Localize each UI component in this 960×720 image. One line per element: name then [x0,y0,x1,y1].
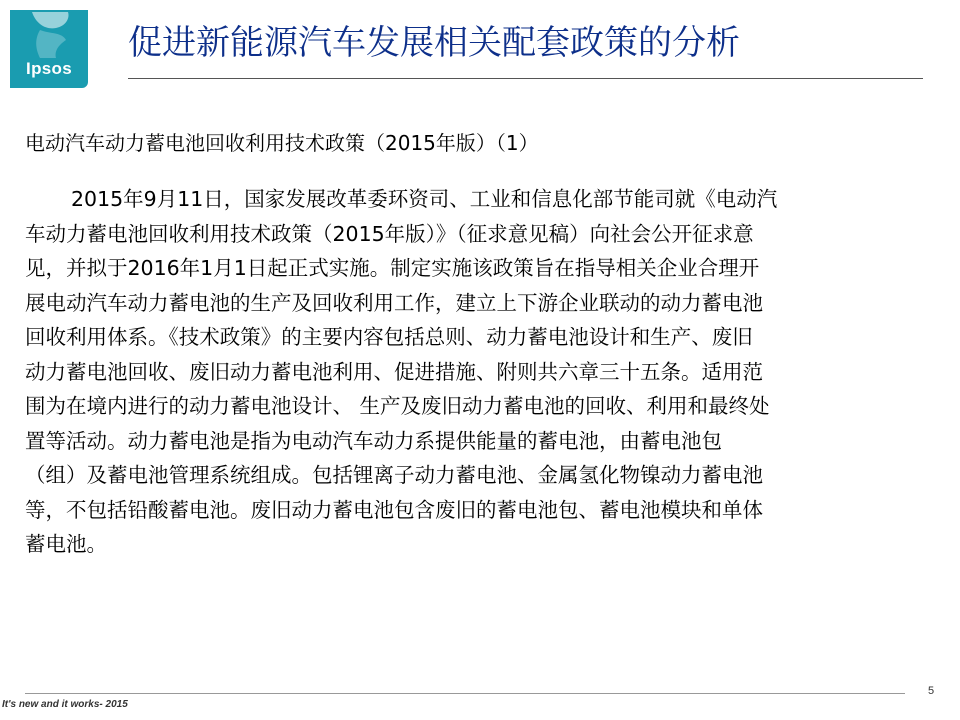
title-divider [128,78,923,79]
logo-text: Ipsos [26,59,72,78]
body-line: 置等活动。动力蓄电池是指为电动汽车动力系提供能量的蓄电池，由蓄电池包 [25,428,722,453]
body-line: 围为在境内进行的动力蓄电池设计、 生产及废旧动力蓄电池的回收、利用和最终处 [25,394,770,418]
body-line: 展电动汽车动力蓄电池的生产及回收利用工作，建立上下游企业联动的动力蓄电池 [25,290,763,315]
section-heading: 电动汽车动力蓄电池回收利用技术政策（2015年版）（1） [25,131,539,155]
body-line: 等，不包括铅酸蓄电池。废旧动力蓄电池包含废旧的蓄电池包、蓄电池模块和单体 [25,497,763,522]
page-title: 促进新能源汽车发展相关配套政策的分析 [128,23,740,63]
body-line: 2015年9月11日，国家发展改革委环资司、工业和信息化部节能司就《电动汽 [71,187,778,211]
body-line: （组）及蓄电池管理系统组成。包括锂离子动力蓄电池、金属氢化物镍动力蓄电池 [25,463,763,487]
ipsos-logo [10,10,88,88]
body-line: 回收利用体系。《技术政策》的主要内容包括总则、动力蓄电池设计和生产、废旧 [25,325,753,349]
body-line: 见，并拟于2016年1月1日起正式实施。制定实施该政策旨在指导相关企业合理开 [25,256,760,280]
footer-divider [25,693,905,694]
body-line: 动力蓄电池回收、废旧动力蓄电池利用、促进措施、附则共六章三十五条。适用范 [25,359,763,384]
body-paragraph [25,182,940,562]
footer-tagline: It's new and it works- 2015 [2,699,128,710]
body-line: 蓄电池。 [25,532,107,556]
body-line: 车动力蓄电池回收利用技术政策（2015年版）》（征求意见稿）向社会公开征求意 [25,221,754,246]
page-number: 5 [928,685,935,697]
